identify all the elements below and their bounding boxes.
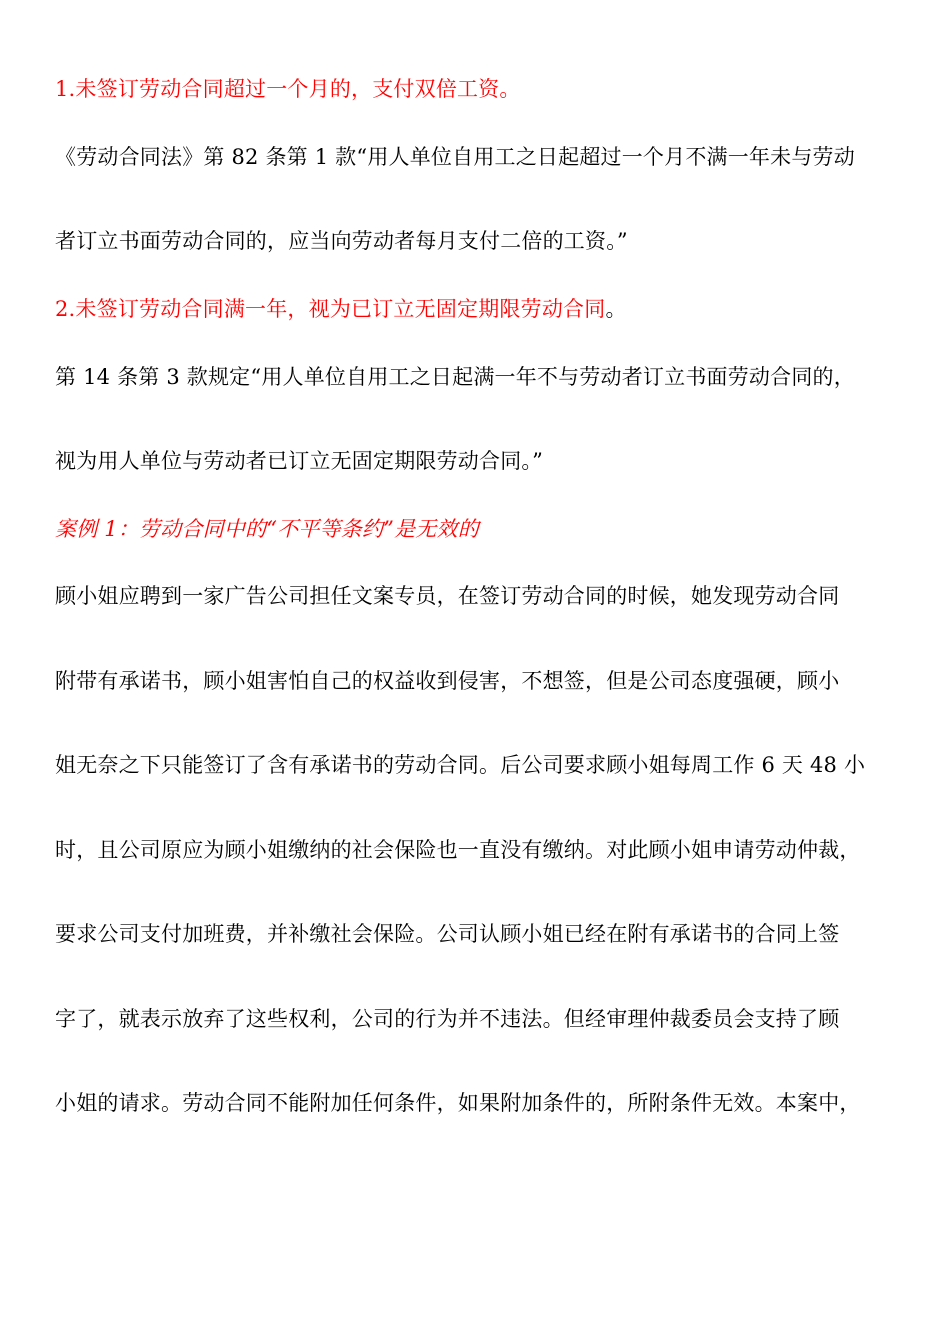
- heading-open-ended-contract: [55, 294, 900, 324]
- heading-open-ended-contract-period: 。: [605, 297, 627, 321]
- case-1-body-line: 顾小姐应聘到一家广告公司担任文案专员，在签订劳动合同的时候，她发现劳动合同: [55, 584, 840, 608]
- heading-open-ended-contract-text: 2.未签订劳动合同满一年，视为已订立无固定期限劳动合同: [55, 297, 606, 321]
- paragraph-article-14-line-2: 视为用人单位与劳动者已订立无固定期限劳动合同。”: [55, 449, 544, 473]
- paragraph-article-82-line-1: 《劳动合同法》第 82 条第 1 款“用人单位自用工之日起超过一个月不满一年未与劳动: [55, 145, 855, 169]
- case-1-title: 案例 1：劳动合同中的“不平等条约”是无效的: [55, 517, 479, 541]
- paragraph-article-82-line-2: 者订立书面劳动合同的，应当向劳动者每月支付二倍的工资。”: [55, 229, 628, 253]
- case-1-body-line: 姐无奈之下只能签订了含有承诺书的劳动合同。后公司要求顾小姐每周工作 6 天 48 小: [55, 753, 866, 777]
- case-1-body-line: 要求公司支付加班费，并补缴社会保险。公司认顾小姐已经在附有承诺书的合同上签: [55, 922, 840, 946]
- paragraph-article-14-line-1: 第 14 条第 3 款规定“用人单位自用工之日起满一年不与劳动者订立书面劳动合同的，: [55, 365, 855, 389]
- case-1-body-line: 字了，就表示放弃了这些权利，公司的行为并不违法。但经审理仲裁委员会支持了顾: [55, 1007, 840, 1031]
- case-1-body-line: 小姐的请求。劳动合同不能附加任何条件，如果附加条件的，所附条件无效。本案中，: [55, 1091, 861, 1115]
- case-1-body-line: 时，且公司原应为顾小姐缴纳的社会保险也一直没有缴纳。对此顾小姐申请劳动仲裁，: [55, 838, 861, 862]
- heading-double-wages: 1.未签订劳动合同超过一个月的，支付双倍工资。: [55, 77, 521, 101]
- case-1-body-line: 附带有承诺书，顾小姐害怕自己的权益收到侵害，不想签，但是公司态度强硬，顾小: [55, 669, 840, 693]
